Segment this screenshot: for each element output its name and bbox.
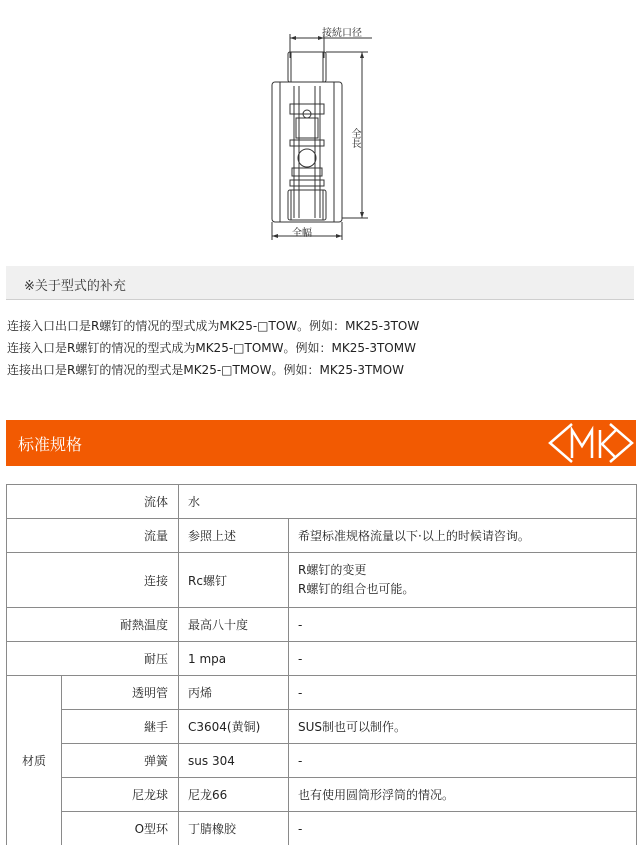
material-group-label: 材质	[7, 676, 62, 845]
model-note-heading-text: ※关于型式的补充	[24, 279, 126, 294]
spec-note-line: R螺钉的组合也可能。	[298, 582, 415, 596]
mk-logo-icon	[546, 420, 636, 466]
table-row	[7, 608, 637, 642]
dim-total-width: 全幅	[292, 228, 312, 239]
spec-note: -	[289, 676, 637, 710]
spec-note: -	[289, 812, 637, 845]
spec-value: 参照上述	[179, 519, 289, 553]
model-note-line: 连接出口是R螺钉的情况的型式是MK25-□TMOW。例如：MK25-3TMOW	[7, 363, 404, 377]
spec-value: 尼龙66	[179, 778, 289, 812]
table-row	[7, 710, 637, 744]
spec-table	[6, 484, 637, 845]
spec-note-line: R螺钉的变更	[298, 563, 367, 577]
table-row	[7, 778, 637, 812]
spec-value: Rc螺钉	[179, 553, 289, 608]
flow-meter-drawing	[0, 0, 643, 260]
spec-note	[289, 553, 637, 608]
spec-label: O型环	[62, 812, 179, 845]
model-note-line: 连接入口出口是R螺钉的情况的型式成为MK25-□TOW。例如：MK25-3TOW	[7, 319, 420, 333]
table-row	[7, 676, 637, 710]
spec-note: -	[289, 642, 637, 676]
spec-value: 水	[179, 485, 637, 519]
model-note-line: 连接入口是R螺钉的情况的型式成为MK25-□TOMW。例如：MK25-3TOMW	[7, 341, 416, 355]
spec-label: 流体	[7, 485, 179, 519]
section-banner	[6, 420, 636, 466]
model-note-heading	[6, 266, 634, 300]
spec-value: C3604(黄铜)	[179, 710, 289, 744]
spec-value: sus 304	[179, 744, 289, 778]
spec-value: 1 mpa	[179, 642, 289, 676]
spec-label: 耐熱温度	[7, 608, 179, 642]
spec-label: 弹簧	[62, 744, 179, 778]
spec-note: -	[289, 744, 637, 778]
spec-value: 丙烯	[179, 676, 289, 710]
spec-label: 连接	[7, 553, 179, 608]
table-row	[7, 485, 637, 519]
dim-connection-diameter: 接続口径	[322, 28, 362, 39]
technical-drawing	[0, 0, 643, 260]
spec-value: 丁腈橡胶	[179, 812, 289, 845]
spec-value: 最高八十度	[179, 608, 289, 642]
spec-label: 透明管	[62, 676, 179, 710]
spec-note: SUS制也可以制作。	[289, 710, 637, 744]
spec-label: 尼龙球	[62, 778, 179, 812]
spec-note: 希望标准规格流量以下·以上的时候请咨询。	[289, 519, 637, 553]
table-row	[7, 744, 637, 778]
model-notes	[7, 318, 637, 384]
table-row	[7, 519, 637, 553]
section-title: 标准规格	[18, 435, 83, 454]
spec-label: 流量	[7, 519, 179, 553]
spec-label: 耐压	[7, 642, 179, 676]
spec-note: 也有使用圆筒形浮筒的情况。	[289, 778, 637, 812]
table-row	[7, 553, 637, 608]
table-row	[7, 642, 637, 676]
dim-total-length: 全長	[349, 128, 360, 148]
table-row	[7, 812, 637, 845]
spec-label: 継手	[62, 710, 179, 744]
spec-note: -	[289, 608, 637, 642]
